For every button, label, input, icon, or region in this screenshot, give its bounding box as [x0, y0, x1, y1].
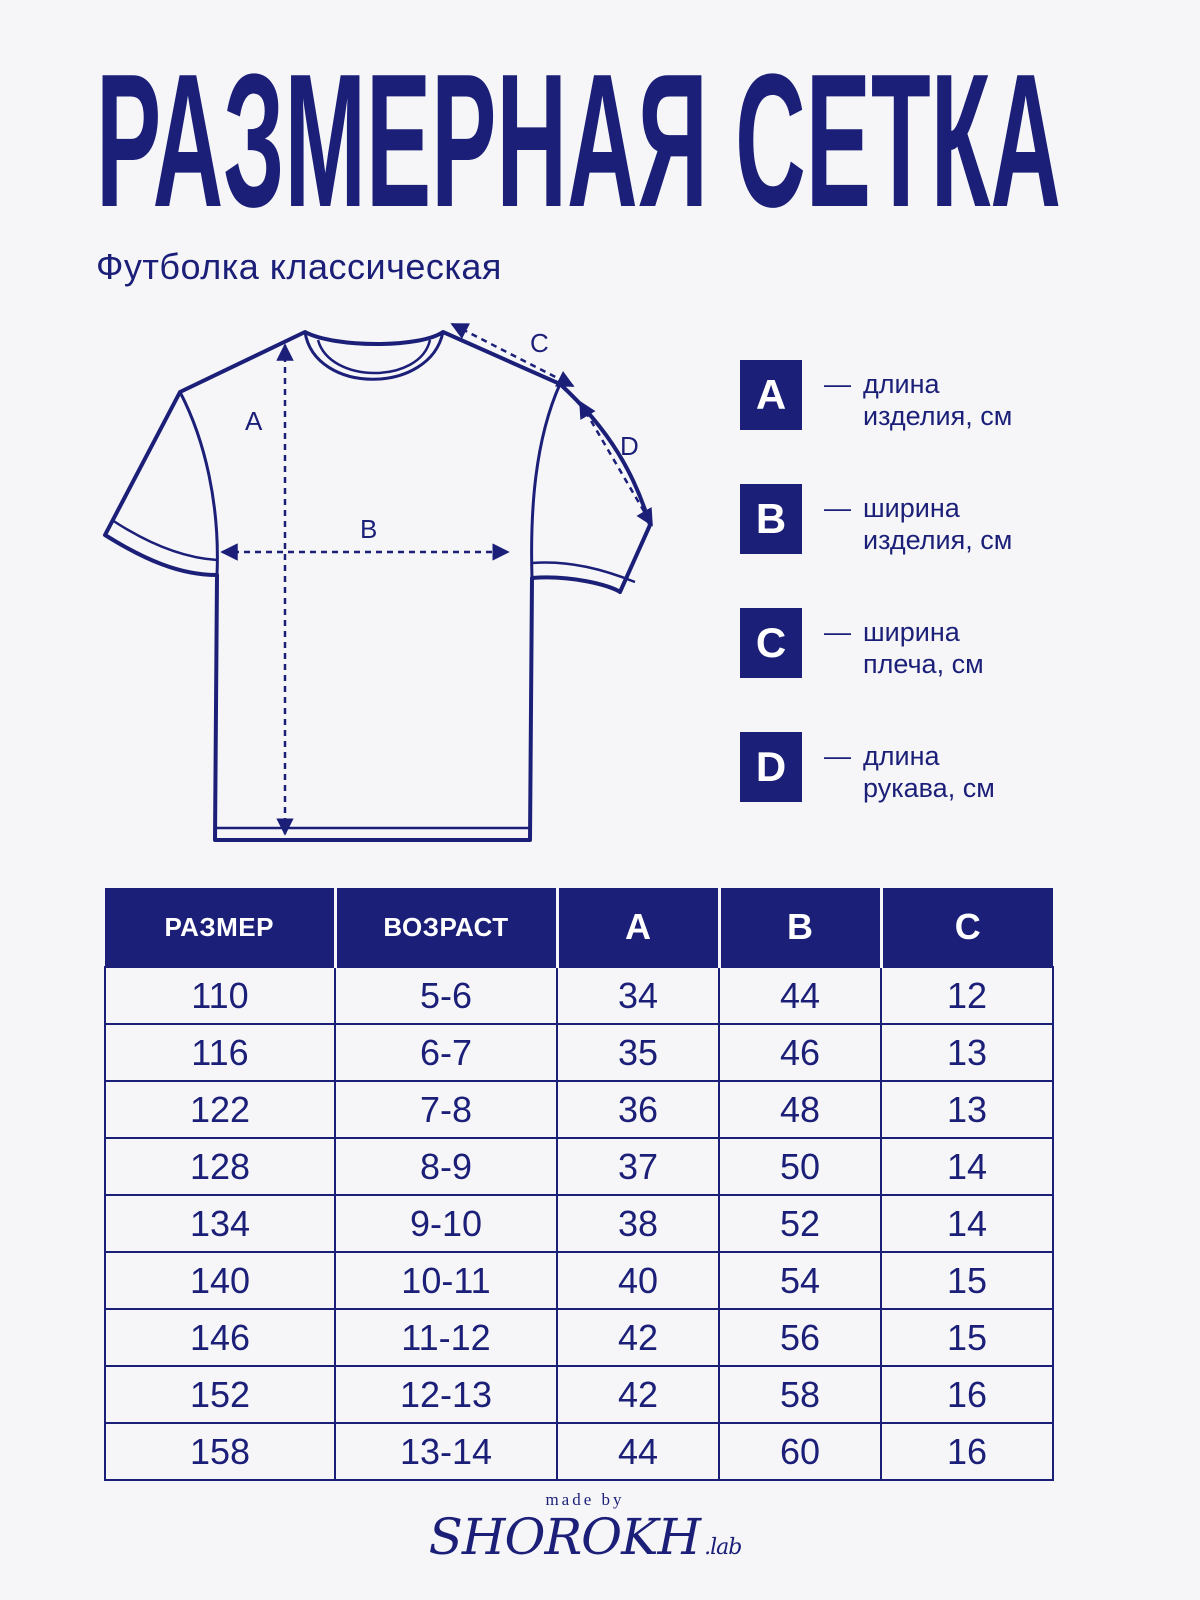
cell-size: 110 — [105, 967, 335, 1024]
cell-age: 12-13 — [335, 1366, 557, 1423]
cell-b: 58 — [719, 1366, 881, 1423]
page-title-text: РАЗМЕРНАЯ СЕТКА — [96, 35, 1061, 238]
table-row — [105, 1366, 1053, 1423]
page-title — [96, 28, 1076, 238]
cell-b: 52 — [719, 1195, 881, 1252]
legend-dash: — — [824, 741, 851, 771]
table-row — [105, 1252, 1053, 1309]
cell-size: 158 — [105, 1423, 335, 1480]
cell-a: 42 — [557, 1366, 719, 1423]
cell-age: 5-6 — [335, 967, 557, 1024]
legend-dash: — — [824, 617, 851, 647]
legend-item-c — [740, 608, 1160, 732]
cell-c: 16 — [881, 1366, 1053, 1423]
cell-c: 13 — [881, 1024, 1053, 1081]
cell-age: 7-8 — [335, 1081, 557, 1138]
left-sleeve-seam — [180, 392, 217, 575]
cell-a: 44 — [557, 1423, 719, 1480]
cell-b: 54 — [719, 1252, 881, 1309]
measure-c-line — [452, 324, 573, 386]
measurement-legend — [740, 360, 1160, 856]
cell-c: 14 — [881, 1195, 1053, 1252]
cell-b: 50 — [719, 1138, 881, 1195]
column-header-size: РАЗМЕР — [105, 888, 335, 967]
cell-size: 152 — [105, 1366, 335, 1423]
cell-a: 37 — [557, 1138, 719, 1195]
cell-a: 35 — [557, 1024, 719, 1081]
cell-a: 36 — [557, 1081, 719, 1138]
measure-a-label: A — [245, 406, 263, 436]
legend-desc-b: ширина изделия, см — [863, 493, 1013, 555]
table-row — [105, 1081, 1053, 1138]
legend-desc-a: длина изделия, см — [863, 369, 1013, 431]
cell-age: 13-14 — [335, 1423, 557, 1480]
cell-c: 13 — [881, 1081, 1053, 1138]
cell-a: 34 — [557, 967, 719, 1024]
brand-name: SHOROKH — [428, 1508, 701, 1566]
legend-key-b: B — [740, 484, 802, 554]
measure-d-label: D — [620, 431, 639, 461]
cell-b: 48 — [719, 1081, 881, 1138]
cell-a: 40 — [557, 1252, 719, 1309]
cell-size: 116 — [105, 1024, 335, 1081]
cell-c: 15 — [881, 1309, 1053, 1366]
table-row — [105, 1423, 1053, 1480]
cell-a: 42 — [557, 1309, 719, 1366]
legend-desc-c: ширина плеча, см — [863, 617, 984, 679]
cell-b: 44 — [719, 967, 881, 1024]
legend-desc-d: длина рукава, см — [863, 741, 995, 803]
brand-suffix: .lab — [704, 1535, 742, 1560]
made-by-label: made by — [545, 1490, 625, 1509]
left-cuff — [112, 520, 217, 560]
cell-b: 56 — [719, 1309, 881, 1366]
table-body — [105, 967, 1053, 1480]
table-row — [105, 1024, 1053, 1081]
cell-size: 146 — [105, 1309, 335, 1366]
cell-size: 122 — [105, 1081, 335, 1138]
cell-c: 15 — [881, 1252, 1053, 1309]
cell-c: 14 — [881, 1138, 1053, 1195]
cell-size: 128 — [105, 1138, 335, 1195]
legend-dash: — — [824, 369, 851, 399]
measure-b-label: B — [360, 514, 378, 544]
cell-age: 6-7 — [335, 1024, 557, 1081]
cell-c: 16 — [881, 1423, 1053, 1480]
size-table — [104, 888, 1054, 1481]
table-row — [105, 1195, 1053, 1252]
column-header-c: C — [881, 888, 1053, 967]
cell-age: 9-10 — [335, 1195, 557, 1252]
brand-footer — [420, 1490, 750, 1590]
legend-dash: — — [824, 493, 851, 523]
table-row — [105, 1309, 1053, 1366]
cell-size: 140 — [105, 1252, 335, 1309]
cell-age: 8-9 — [335, 1138, 557, 1195]
cell-c: 12 — [881, 967, 1053, 1024]
legend-key-c: C — [740, 608, 802, 678]
cell-b: 60 — [719, 1423, 881, 1480]
table-row — [105, 967, 1053, 1024]
cell-a: 38 — [557, 1195, 719, 1252]
table-row — [105, 1138, 1053, 1195]
table-header-row — [105, 888, 1053, 967]
column-header-a: A — [557, 888, 719, 967]
column-header-age: ВОЗРАСТ — [335, 888, 557, 967]
legend-item-b — [740, 484, 1160, 608]
measure-d-line — [580, 402, 652, 525]
product-subtitle: Футболка классическая — [96, 246, 502, 287]
column-header-b: B — [719, 888, 881, 967]
legend-key-a: A — [740, 360, 802, 430]
tshirt-diagram — [90, 320, 690, 880]
right-sleeve-seam — [532, 384, 560, 578]
measure-c-label: C — [530, 328, 549, 358]
legend-key-d: D — [740, 732, 802, 802]
cell-size: 134 — [105, 1195, 335, 1252]
cell-b: 46 — [719, 1024, 881, 1081]
brand-logo — [420, 1508, 750, 1566]
cell-age: 11-12 — [335, 1309, 557, 1366]
cell-age: 10-11 — [335, 1252, 557, 1309]
legend-item-d — [740, 732, 1160, 856]
legend-item-a — [740, 360, 1160, 484]
